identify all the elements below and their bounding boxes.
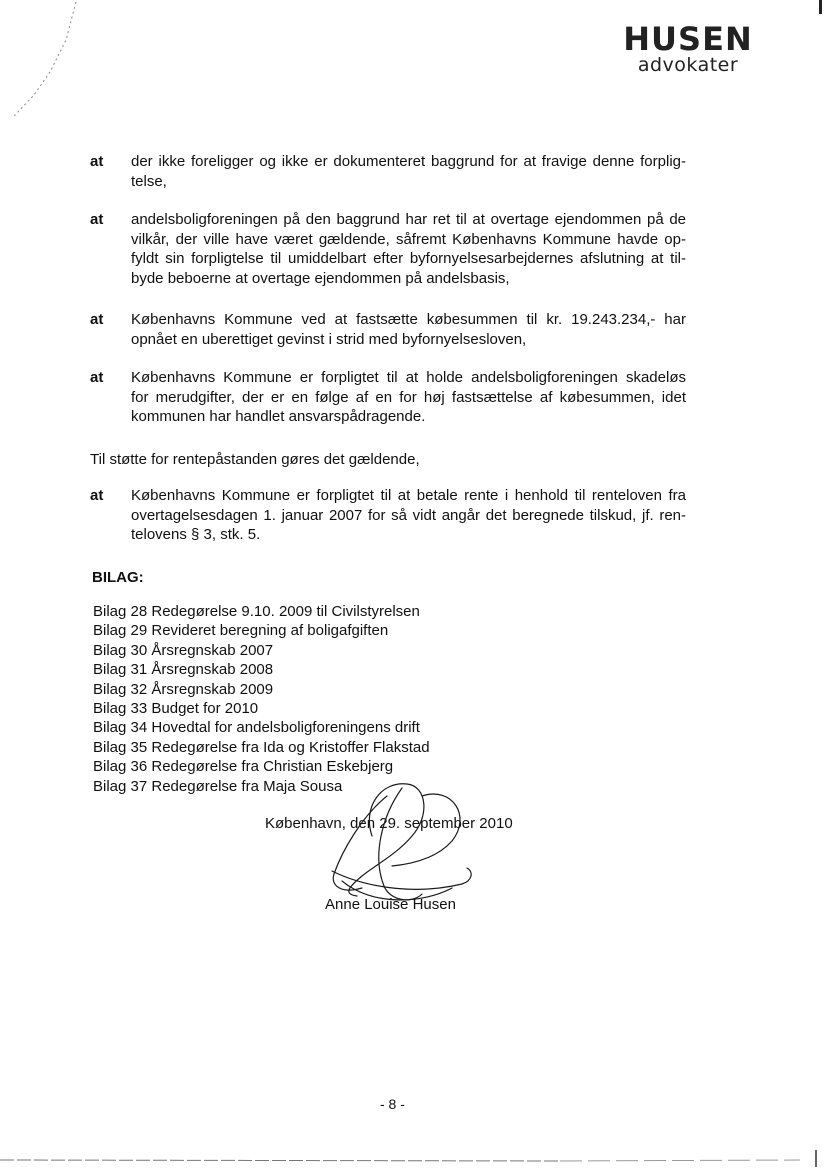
clause-line: opnået en uberettiget gevinst i strid med byfornyelsesloven, xyxy=(131,330,527,348)
clause-1 xyxy=(90,152,690,191)
clause-line: for merudgifter, der er en følge af en for høj fastsættelse af købesummen, idet xyxy=(131,388,686,406)
clause-marker: at xyxy=(90,487,104,504)
bilag-item: Bilag 29 Revideret beregning af boligafgiften xyxy=(93,622,389,640)
clause-marker: at xyxy=(90,153,104,170)
bilag-item: Bilag 30 Årsregnskab 2007 xyxy=(93,641,274,659)
scan-edge-mark xyxy=(819,0,822,14)
signer-name: Anne Louise Husen xyxy=(325,896,456,913)
clause-line: kommunen har handlet ansvarspådragende. xyxy=(131,408,426,426)
page-number: - 8 - xyxy=(380,1096,405,1112)
clause-marker: at xyxy=(90,369,104,386)
bilag-item: Bilag 36 Redegørelse fra Christian Eskebjerg xyxy=(93,758,394,776)
handwritten-signature xyxy=(302,776,482,916)
place-date: København, den 29. september 2010 xyxy=(265,815,513,832)
interest-intro: Til støtte for rentepåstanden gøres det gældende, xyxy=(90,451,420,468)
interest-clause xyxy=(90,486,690,545)
bilag-item: Bilag 31 Årsregnskab 2008 xyxy=(93,661,274,679)
bilag-list xyxy=(93,602,430,796)
scan-edge-mark xyxy=(0,0,90,120)
logo-subtitle: advokater xyxy=(637,54,739,76)
clause-line: telovens § 3, stk. 5. xyxy=(131,526,261,544)
clause-line: vilkår, der ville have været gældende, såfremt Københavns Kommune havde op- xyxy=(131,230,686,248)
logo-name: HUSEN xyxy=(623,20,753,58)
clause-line: overtagelsesdagen 1. januar 2007 for så vidt angår det beregnede tilskud, jf. ren- xyxy=(131,506,686,524)
clause-line: Københavns Kommune er forpligtet til at betale rente i henhold til renteloven fra xyxy=(131,487,686,504)
clause-line: Københavns Kommune er forpligtet til at holde andelsboligforeningen skadeløs xyxy=(131,369,686,386)
clause-2 xyxy=(90,210,690,288)
firm-logo xyxy=(618,22,758,75)
clause-3 xyxy=(90,310,690,349)
clause-line: fyldt sin forpligtelse til umiddelbart efter byfornyelsesarbejdernes afslutning at til- xyxy=(131,250,686,268)
clause-line: andelsboligforeningen på den baggrund har ret til at overtage ejendommen på de xyxy=(131,211,686,228)
clause-line: der ikke foreligger og ikke er dokumenteret baggrund for at fravige denne forplig- xyxy=(131,153,686,170)
clause-marker: at xyxy=(90,311,104,328)
clause-4 xyxy=(90,368,690,427)
bilag-item: Bilag 34 Hovedtal for andelsboligforeningens drift xyxy=(93,719,420,737)
bilag-item: Bilag 37 Redegørelse fra Maja Sousa xyxy=(93,777,343,795)
clause-line: byde beboerne at overtage ejendommen på andelsbasis, xyxy=(131,269,510,287)
clause-line: Københavns Kommune ved at fastsætte købesummen til kr. 19.243.234,- har xyxy=(131,311,686,328)
bilag-item: Bilag 32 Årsregnskab 2009 xyxy=(93,680,274,698)
clause-marker: at xyxy=(90,211,104,228)
scan-bottom-edge xyxy=(0,1150,826,1169)
bilag-heading: BILAG: xyxy=(92,569,144,586)
bilag-item: Bilag 35 Redegørelse fra Ida og Kristoffer Flakstad xyxy=(93,738,430,756)
clause-line: telse, xyxy=(131,172,167,190)
bilag-item: Bilag 28 Redegørelse 9.10. 2009 til Civilstyrelsen xyxy=(93,603,420,620)
bilag-item: Bilag 33 Budget for 2010 xyxy=(93,700,259,718)
